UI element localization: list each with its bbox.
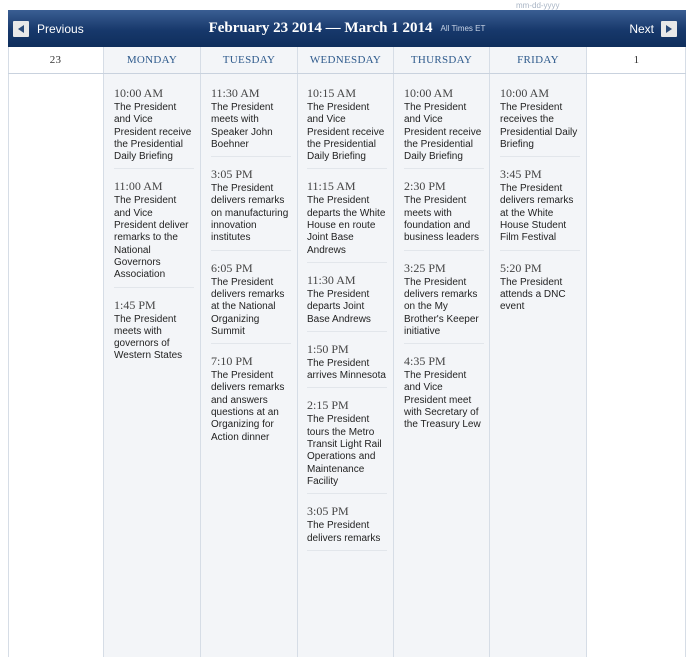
event-description: The President and Vice President meet with Secretary of the Treasury Lew xyxy=(404,370,481,431)
event-description: The President meets with Speaker John Boehner xyxy=(211,102,274,150)
event-item[interactable] xyxy=(307,398,387,494)
event-time: 10:00 AM xyxy=(114,86,164,100)
event-item[interactable] xyxy=(404,354,484,436)
event-description: The President departs Joint Base Andrews xyxy=(307,288,371,325)
event-description: The President delivers remarks on the My Brother's Keeper initiative xyxy=(404,276,479,337)
week-navigation-bar xyxy=(8,10,686,47)
event-description: The President departs the White House en route Joint Base Andrews xyxy=(307,195,386,256)
event-item[interactable] xyxy=(404,179,484,250)
next-label: Next xyxy=(629,21,654,36)
event-time: 1:50 PM xyxy=(307,341,349,356)
week-range: February 23 2014 — March 1 2014 xyxy=(208,20,433,36)
event-description: The President receives the Presidential Daily Briefing xyxy=(500,102,578,150)
event-item[interactable] xyxy=(211,354,291,449)
event-description: The President delivers remarks on manufacturing innovation institutes xyxy=(211,183,289,244)
event-time: 3:05 PM xyxy=(211,167,253,182)
event-time: 1:45 PM xyxy=(114,297,156,312)
event-item[interactable] xyxy=(404,86,484,169)
previous-label: Previous xyxy=(37,21,84,36)
event-item[interactable] xyxy=(211,261,291,344)
event-item[interactable] xyxy=(500,86,580,157)
monday-events xyxy=(114,86,194,378)
event-item[interactable] xyxy=(114,86,194,169)
event-item[interactable] xyxy=(307,342,387,389)
event-time: 10:15 AM xyxy=(307,86,357,100)
event-item[interactable] xyxy=(211,86,291,157)
event-description: The President delivers remarks at the National Organizing Summit xyxy=(211,276,285,337)
event-description: The President delivers remarks xyxy=(307,520,381,544)
event-item[interactable] xyxy=(114,179,194,287)
event-description: The President tours the Metro Transit Light Rail Operations and Maintenance Facility xyxy=(307,414,382,487)
day-header-row xyxy=(8,47,686,74)
event-description: The President meets with governors of Western States xyxy=(114,313,183,362)
week-title xyxy=(8,10,686,47)
event-description: The President and Vice President deliver remarks to the National Governors Association xyxy=(114,195,189,281)
wednesday-events xyxy=(307,86,387,561)
day-header-sunday: 23 xyxy=(49,54,62,66)
event-time: 6:05 PM xyxy=(211,260,253,275)
event-time: 2:30 PM xyxy=(404,179,446,194)
event-description: The President and Vice President receive the Presidential Daily Briefing xyxy=(404,102,482,163)
event-time: 11:30 AM xyxy=(211,86,260,100)
day-header-tuesday: TUESDAY xyxy=(222,54,276,66)
event-item[interactable] xyxy=(307,504,387,551)
event-item[interactable] xyxy=(307,273,387,332)
event-time: 10:00 AM xyxy=(500,86,550,100)
event-time: 11:15 AM xyxy=(307,179,356,194)
event-time: 3:45 PM xyxy=(500,167,542,182)
event-description: The President attends a DNC event xyxy=(500,276,566,313)
day-header-monday: MONDAY xyxy=(126,54,178,66)
event-description: The President and Vice President receive the Presidential Daily Briefing xyxy=(114,102,192,163)
timezone-note: All Times ET xyxy=(440,24,486,33)
event-time: 11:30 AM xyxy=(307,272,356,287)
event-description: The President and Vice President receive the Presidential Daily Briefing xyxy=(307,102,385,163)
event-item[interactable] xyxy=(500,261,580,319)
event-time: 10:00 AM xyxy=(404,86,454,100)
thursday-events xyxy=(404,86,484,447)
event-time: 7:10 PM xyxy=(211,354,253,369)
calendar-right-border xyxy=(685,47,686,657)
event-time: 3:25 PM xyxy=(404,260,446,275)
event-description: The President meets with foundation and business leaders xyxy=(404,195,480,244)
event-description: The President delivers remarks at the White House Student Film Festival xyxy=(500,183,574,244)
event-item[interactable] xyxy=(114,298,194,368)
event-item[interactable] xyxy=(211,167,291,250)
date-input-placeholder[interactable]: mm-dd-yyyy xyxy=(516,1,560,10)
event-description: The President delivers remarks and answers questions at an Organizing for Action dinner xyxy=(211,370,285,443)
event-time: 3:05 PM xyxy=(307,504,349,519)
event-time: 2:15 PM xyxy=(307,398,349,413)
tuesday-events xyxy=(211,86,291,459)
friday-events xyxy=(500,86,580,329)
calendar-left-border xyxy=(8,47,9,657)
event-time: 11:00 AM xyxy=(114,179,163,194)
arrow-right-icon xyxy=(661,21,677,37)
day-header-wednesday: WEDNESDAY xyxy=(309,54,382,66)
event-time: 4:35 PM xyxy=(404,354,446,369)
arrow-left-icon xyxy=(13,21,29,37)
day-header-friday: FRIDAY xyxy=(517,54,559,66)
day-header-saturday: 1 xyxy=(633,54,640,66)
day-header-thursday: THURSDAY xyxy=(410,54,473,66)
event-description: The President arrives Minnesota xyxy=(307,357,386,382)
event-item[interactable] xyxy=(307,86,387,169)
previous-week-button[interactable] xyxy=(13,10,84,47)
event-item[interactable] xyxy=(404,261,484,344)
next-week-button[interactable] xyxy=(629,10,677,47)
event-item[interactable] xyxy=(500,167,580,250)
event-item[interactable] xyxy=(307,179,387,262)
event-time: 5:20 PM xyxy=(500,260,542,275)
